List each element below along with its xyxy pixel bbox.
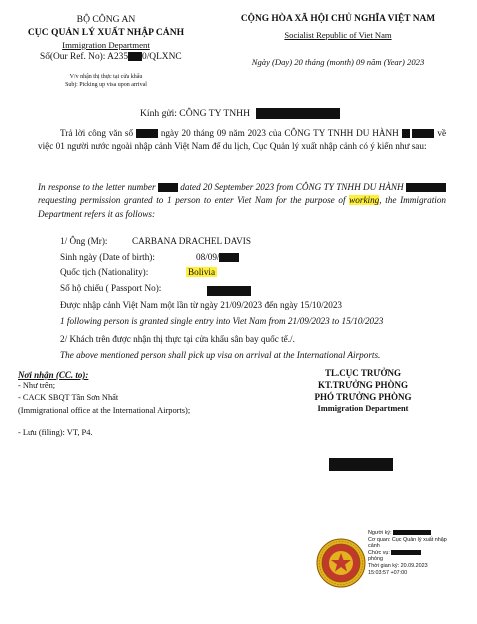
person-name: CARBANA DRACHEL DAVIS	[132, 236, 251, 246]
reply-text-a: Trả lời công văn số	[60, 128, 134, 138]
entry-vi: Được nhập cảnh Việt Nam một lần từ ngày 21/09/2023 đến ngày 15/10/2023	[60, 300, 343, 310]
signer-label: Người ký:	[368, 530, 392, 536]
digital-signature-info	[368, 530, 448, 576]
signature-line3: PHÓ TRƯỞNG PHÒNG	[314, 392, 412, 402]
recipient-line	[140, 108, 340, 119]
date-line: Ngày (Day) 20 tháng (month) 09 năm (Year) 2023	[251, 57, 425, 67]
position-suffix: phòng	[368, 556, 383, 563]
reply-paragraph-vi	[38, 127, 446, 154]
redaction-bar	[207, 286, 251, 296]
entry-en: 1 following person is granted single entry into Viet Nam from 21/09/2023 to 15/10/2023	[60, 316, 384, 326]
reference-number	[40, 52, 182, 62]
reply-text-b: ngày 20 tháng 09 năm 2023 của CÔNG TY TNHH DU HÀNH	[160, 128, 399, 138]
redaction-bar	[412, 129, 434, 138]
pickup-vi: 2/ Khách trên được nhận thị thực tại cửa khẩu sân bay quốc tế./.	[60, 334, 295, 344]
reply-paragraph-en	[38, 181, 446, 221]
ref-prefix: Số(Our Ref. No): A235	[40, 52, 129, 62]
reply-text-c: về việc 01 người nước ngoài nhập cảnh Việt Nam để du lịch, Cục Quản lý xuất nhập cảnh có ý kiến như sau:	[38, 128, 447, 152]
country-name: CỘNG HÒA XÃ HỘI CHỦ NGHĨA VIỆT NAM	[240, 14, 436, 24]
pickup-en: The above mentioned person shall pick up visa on arrival at the International Airports.	[60, 350, 381, 360]
subject-en: Subj: Picking up visa upon arrival	[65, 82, 147, 88]
redaction-bar	[136, 129, 158, 138]
department-name-en: Immigration Department	[62, 40, 150, 50]
cc-item: - Như trên;	[18, 381, 56, 390]
nationality-value: Bolivia	[188, 267, 216, 277]
reply-en-text-b: dated 20 September 2023 from CÔNG TY TNHH DU HÀNH	[180, 182, 404, 192]
reply-en-text-d: , the Immigration Department refers it as follows:	[38, 195, 447, 219]
redaction-bar	[393, 530, 431, 535]
signature-line4: Immigration Department	[317, 404, 409, 413]
official-seal-icon	[316, 538, 366, 588]
signature-line1: TL.CỤC TRƯỞNG	[324, 368, 401, 378]
dob-text: 08/09/	[196, 252, 220, 262]
dob-value	[196, 252, 239, 262]
country-name-en: Socialist Republic of Viet Nam	[284, 30, 392, 40]
cc-item: - Lưu (filing): VT, P4.	[18, 428, 93, 437]
department-name: CỤC QUẢN LÝ XUẤT NHẬP CẢNH	[27, 27, 185, 38]
person-name-label: 1/ Ông (Mr):	[60, 236, 108, 246]
passport-value	[207, 282, 251, 300]
redaction-bar	[402, 129, 410, 138]
nationality-label: Quốc tịch (Nationality):	[60, 267, 149, 277]
position-row	[368, 550, 448, 557]
signer-agency: Cơ quan: Cục Quản lý xuất nhập cảnh	[368, 536, 447, 550]
redaction-bar	[128, 52, 142, 61]
cc-item: - CACK SBQT Tân Sơn Nhất	[18, 393, 119, 402]
dob-label: Sinh ngày (Date of birth):	[60, 252, 155, 262]
ministry-name: BỘ CÔNG AN	[76, 14, 136, 25]
recipient-label: Kính gửi: CÔNG TY TNHH	[140, 108, 251, 119]
signer-row	[368, 530, 448, 537]
redaction-bar	[391, 550, 421, 555]
signature-line2: KT.TRƯỞNG PHÒNG	[318, 380, 408, 390]
cc-title: Nơi nhận (CC. to):	[18, 370, 89, 380]
passport-label: Số hộ chiếu ( Passport No):	[60, 283, 162, 293]
signing-time: Thời gian ký: 20.09.2023 15:03:57 +07:00	[368, 562, 428, 576]
purpose-highlight: working	[349, 195, 380, 206]
redaction-bar	[329, 458, 393, 471]
ref-suffix: 0/QLXNC	[142, 52, 182, 62]
position-label: Chức vụ:	[368, 549, 390, 556]
redaction-bar	[158, 183, 178, 192]
reply-en-text-c: requesting permission granted to 1 person to enter Viet Nam for the purpose of	[38, 195, 346, 206]
reply-en-text-a: In response to the letter number	[38, 182, 156, 192]
redaction-bar	[406, 183, 446, 192]
signer-name	[329, 455, 393, 473]
redaction-bar	[256, 108, 340, 119]
redaction-bar	[219, 253, 239, 262]
subject-vi: V/v nhận thị thực tại cửa khẩu	[69, 74, 143, 80]
cc-item: (Immigrational office at the International Airports);	[18, 406, 191, 415]
